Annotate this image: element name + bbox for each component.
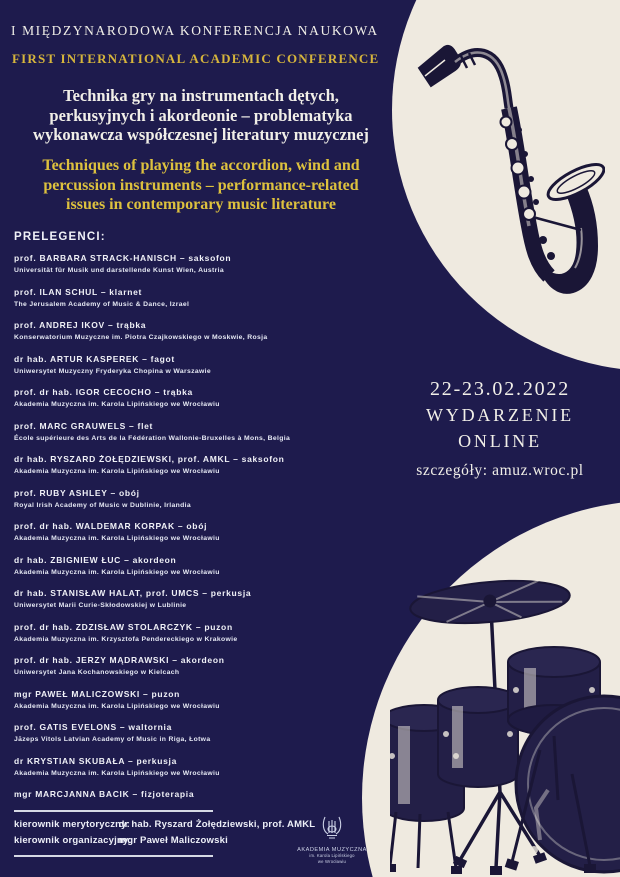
speaker-affiliation: Royal Irish Academy of Music w Dublinie, Irlandia (14, 501, 192, 509)
footer-value: mgr Paweł Maliczowski (118, 835, 228, 846)
speaker-affiliation: Akademia Muzyczna im. Karola Lipińskiego we Wrocławiu (14, 702, 220, 710)
speaker-entry (14, 655, 404, 677)
speaker-entry (14, 387, 404, 409)
poster-title-pl: I MIĘDZYNARODOWA KONFERENCJA NAUKOWA (11, 23, 379, 38)
event-line-online: ONLINE (458, 431, 542, 451)
speaker-entry (14, 253, 404, 275)
speaker-entry (14, 354, 404, 376)
speaker-affiliation: Uniwersytet Muzyczny Fryderyka Chopina w Warszawie (14, 367, 212, 375)
speaker-entry (14, 320, 404, 342)
speaker-entry (14, 789, 404, 800)
speaker-name: prof. RUBY ASHLEY – obój (14, 487, 140, 498)
speaker-affiliation: Jāzeps Vitols Latvian Academy of Music in Riga, Łotwa (14, 736, 211, 743)
topic-en-line1: Techniques of playing the accordion, wind and (42, 157, 360, 174)
footer-divider-bottom (14, 855, 213, 857)
event-dates: 22-23.02.2022 (429, 378, 571, 400)
logo-text-line1: AKADEMIA MUZYCZNA (297, 847, 367, 853)
saxophone-icon (405, 32, 605, 342)
speaker-entry (14, 454, 404, 476)
speaker-name: mgr MARCJANNA BACIK – fizjoterapia (14, 789, 195, 799)
drum-kit-icon (390, 550, 620, 877)
speaker-name: dr hab. ZBIGNIEW ŁUC – akordeon (14, 554, 177, 565)
speaker-affiliation: Akademia Muzyczna im. Karola Lipińskiego we Wrocławiu (14, 535, 220, 542)
speaker-affiliation: Uniwersytet Jana Kochanowskiego w Kielcach (14, 669, 180, 676)
logo-text-line2: im. Karola Lipińskiego (309, 853, 355, 858)
speaker-entry (14, 521, 404, 543)
speaker-entry (14, 689, 404, 711)
speaker-name: dr hab. ARTUR KASPEREK – fagot (14, 353, 175, 364)
speaker-entry (14, 622, 404, 644)
speaker-name: dr hab. RYSZARD ŻOŁĘDZIEWSKI, prof. AMKL – saksofon (14, 454, 285, 464)
academy-logo (292, 815, 372, 864)
speaker-affiliation: Akademia Muzyczna im. Karola Lipińskiego we Wrocławiu (14, 401, 220, 408)
speaker-affiliation: Universität für Musik und darstellende Kunst Wien, Austria (14, 267, 224, 274)
speaker-affiliation: Akademia Muzyczna im. Krzysztofa Pendereckiego w Krakowie (14, 635, 238, 643)
speaker-entry (14, 588, 404, 610)
topic-en (0, 156, 402, 215)
poster-title-en: FIRST INTERNATIONAL ACADEMIC CONFERENCE (12, 51, 380, 66)
speaker-affiliation: Akademia Muzyczna im. Karola Lipińskiego we Wrocławiu (14, 568, 220, 576)
logo-text-line3: we Wrocławiu (317, 858, 347, 864)
speaker-name: prof. ILAN SCHUL – klarnet (14, 286, 143, 297)
speaker-name: prof. GATIS EVELONS – waltornia (14, 722, 173, 732)
speaker-entry (14, 421, 404, 443)
speaker-name: prof. ANDREJ IKOV – trąbka (14, 320, 147, 330)
speaker-affiliation: Akademia Muzyczna im. Karola Lipińskiego we Wrocławiu (14, 769, 220, 777)
speaker-name: prof. dr hab. ZDZISŁAW STOLARCZYK – puzon (14, 621, 233, 632)
speaker-name: prof. BARBARA STRACK-HANISCH – saksofon (14, 253, 232, 263)
footer-label: kierownik merytoryczny: (14, 819, 131, 830)
speakers-heading: PRELEGENCI: (14, 231, 106, 243)
footer-label: kierownik organizacyjny: (14, 835, 132, 846)
speaker-name: prof. dr hab. WALDEMAR KORPAK – obój (14, 521, 208, 531)
lyre-icon (319, 815, 345, 841)
topic-pl-line1: Technika gry na instrumentach dętych, (63, 86, 339, 105)
footer-value: dr hab. Ryszard Żołędziewski, prof. AMKL (118, 819, 316, 830)
speaker-affiliation: École supérieure des Arts de la Fédération Wallonie-Bruxelles à Mons, Belgia (14, 434, 291, 442)
topic-en-line2: percussion instruments – performance-related (43, 176, 359, 194)
speaker-name: dr hab. STANISŁAW HALAT, prof. UMCS – perkusja (14, 588, 252, 598)
speaker-affiliation: The Jerusalem Academy of Music & Dance, Izrael (14, 300, 190, 308)
speaker-entry (14, 555, 404, 577)
event-info (398, 376, 602, 480)
speaker-entry (14, 722, 404, 744)
speaker-entry (14, 488, 404, 510)
speaker-name: mgr PAWEŁ MALICZOWSKI – puzon (14, 688, 181, 699)
speaker-affiliation: Konserwatorium Muzyczne im. Piotra Czajkowskiego w Moskwie, Rosja (14, 334, 268, 341)
speaker-name: prof. dr hab. IGOR CECOCHO – trąbka (14, 387, 193, 397)
event-line-wydarzenie: WYDARZENIE (426, 405, 574, 425)
speaker-name: prof. dr hab. JERZY MĄDRAWSKI – akordeon (14, 655, 225, 665)
speakers-list (14, 253, 404, 812)
footer-divider-top (14, 810, 213, 812)
speaker-name: prof. MARC GRAUWELS – flet (14, 420, 154, 431)
speaker-name: dr KRYSTIAN SKUBAŁA – perkusja (14, 755, 178, 766)
speaker-entry (14, 287, 404, 309)
topic-pl (0, 86, 402, 145)
speaker-affiliation: Akademia Muzyczna im. Karola Lipińskiego we Wrocławiu (14, 468, 220, 475)
topic-en-line3: issues in contemporary music literature (66, 196, 336, 213)
speaker-affiliation: Uniwersytet Marii Curie-Skłodowskiej w Lublinie (14, 602, 187, 609)
speaker-entry (14, 756, 404, 778)
topic-pl-line2: perkusyjnych i akordeonie – problematyka (49, 105, 353, 125)
topic-pl-line3: wykonawcza współczesnej literatury muzycznej (33, 125, 369, 144)
event-details-url[interactable]: szczegóły: amuz.wroc.pl (416, 462, 584, 479)
